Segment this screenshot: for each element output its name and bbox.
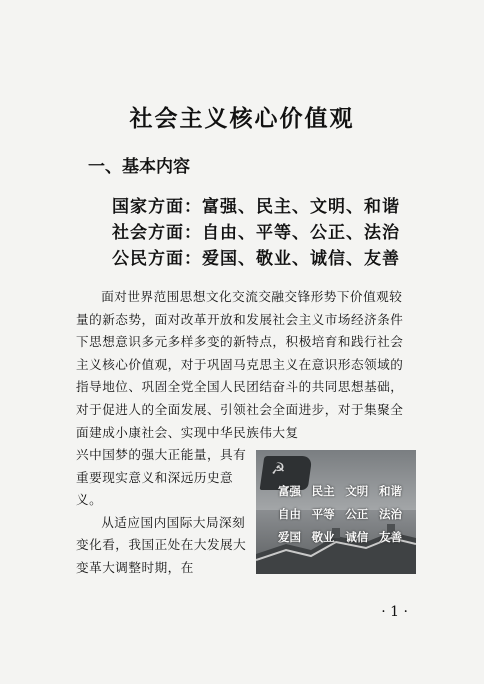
poster-word: 富强 [278, 484, 301, 498]
section-heading: 一、基本内容 [88, 157, 190, 177]
paragraph-text-wrap: 兴中国梦的强大正能量，具有重要现实意义和深远历史意义。 [76, 447, 247, 508]
poster-word: 公正 [345, 507, 369, 521]
page-title: 社会主义核心价值观 [129, 105, 355, 132]
poster-row-social [256, 503, 416, 526]
page-number: · 1 · [381, 604, 408, 620]
values-line-national: 国家方面：富强、民主、文明、和谐 [112, 197, 400, 217]
poster-row-citizen [256, 526, 416, 549]
poster-word: 诚信 [345, 530, 369, 544]
poster-row-national [256, 480, 416, 503]
poster-word: 文明 [345, 484, 369, 498]
poster-word: 平等 [311, 507, 335, 521]
values-line-citizen: 公民方面：爱国、敬业、诚信、友善 [112, 249, 400, 269]
poster-word: 法治 [378, 507, 402, 521]
hammer-sickle-icon: ☭ [271, 459, 286, 478]
values-line-social: 社会方面：自由、平等、公正、法治 [112, 223, 400, 243]
paragraph-text: 面对世界范围思想文化交流交融交锋形势下价值观较量的新态势，面对改革开放和发展社会主义市场经济条件下思想意识多元多样多变的新特点，积极培育和践行社会主义核心价值观，对于巩固马克思主义在意识形态领域的指导地位、巩固全党全国人民团结奋斗的共同思想基础，对于促进人的全面发展、引领社会全面进步，对于集聚全面建成小康社会、实现中华民族伟大复 [76, 289, 404, 440]
body-paragraph-wrapped [76, 444, 248, 580]
poster-slogans [256, 480, 416, 549]
poster-word: 自由 [278, 507, 301, 521]
poster-word: 和谐 [378, 484, 402, 498]
poster-word: 敬业 [311, 530, 335, 544]
poster-word: 爱国 [278, 530, 301, 544]
core-values-poster [256, 450, 416, 574]
paragraph-text-2: 从适应国内国际大局深刻变化看，我国正处在大发展大变革大调整时期，在 [76, 514, 247, 575]
poster-word: 民主 [311, 484, 335, 498]
core-values-list [112, 194, 400, 272]
poster-word: 友善 [378, 530, 402, 544]
body-paragraph [76, 286, 414, 444]
